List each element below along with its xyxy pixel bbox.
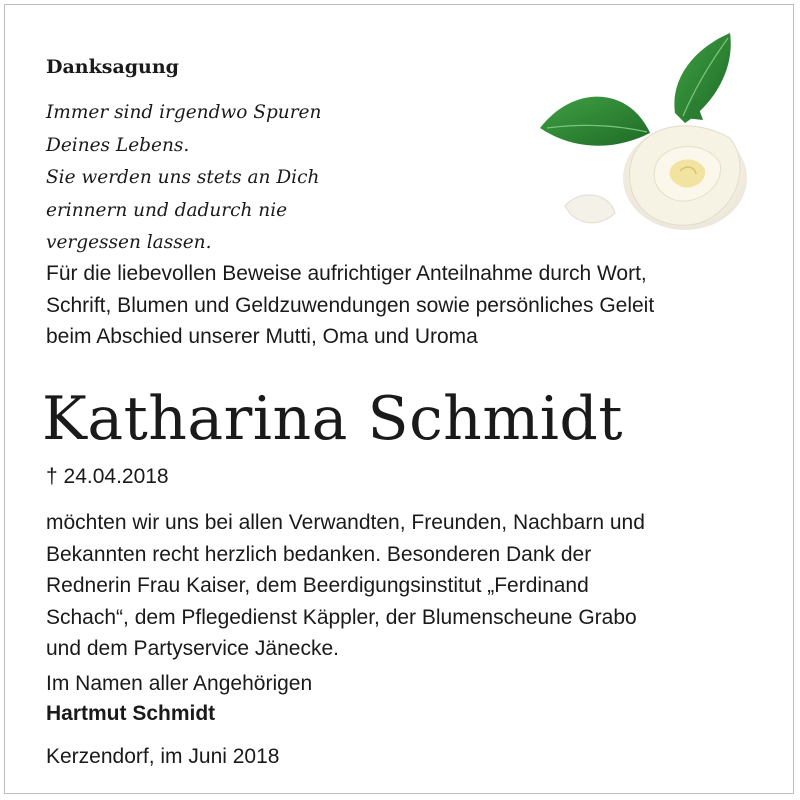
thanks-line: Rednerin Frau Kaiser, dem Beerdigungsinstitut „Ferdinand [46, 574, 589, 597]
intro-paragraph [46, 258, 766, 353]
death-date: † 24.04.2018 [46, 465, 169, 488]
white-rose-icon [535, 28, 765, 243]
verse-line: Deines Lebens. [46, 134, 190, 156]
thanks-line: und dem Partyservice Jänecke. [46, 637, 339, 660]
heading-danksagung: Danksagung [46, 56, 179, 78]
place-and-date: Kerzendorf, im Juni 2018 [46, 745, 280, 768]
verse-line: vergessen lassen. [46, 232, 212, 253]
memorial-verse [46, 97, 466, 260]
verse-line: Immer sind irgendwo Spuren [46, 102, 322, 123]
closing-block [46, 669, 312, 729]
thanks-line: Schach“, dem Pflegedienst Käppler, der Blumenscheune Grabo [46, 605, 637, 629]
intro-line: beim Abschied unserer Mutti, Oma und Uroma [46, 325, 478, 348]
deceased-name: Katharina Schmidt [42, 384, 623, 454]
verse-line: Sie werden uns stets an Dich [46, 167, 320, 188]
intro-line: Für die liebevollen Beweise aufrichtiger Anteilnahme durch Wort, [46, 262, 647, 285]
thanks-line: Bekannten recht herzlich bedanken. Besonderen Dank der [46, 542, 592, 566]
thanks-paragraph [46, 507, 766, 665]
verse-line: erinnern und dadurch nie [46, 199, 288, 221]
signer-name: Hartmut Schmidt [46, 702, 216, 725]
intro-line: Schrift, Blumen und Geldzuwendungen sowie persönliches Geleit [46, 293, 655, 317]
thanks-line: möchten wir uns bei allen Verwandten, Freunden, Nachbarn und [46, 511, 645, 534]
closing-text: Im Namen aller Angehörigen [46, 672, 313, 695]
